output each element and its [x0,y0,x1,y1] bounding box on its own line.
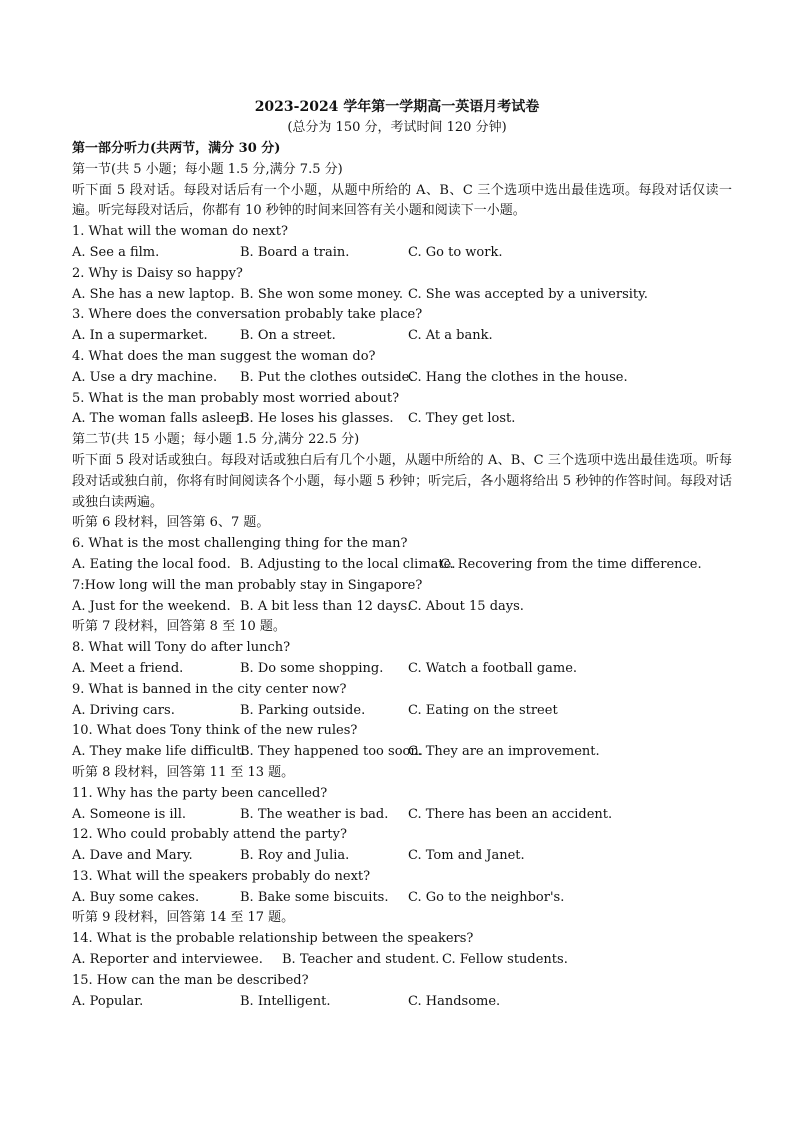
question-options [72,846,732,867]
question-stem: 9. What is banned in the city center now? [72,681,347,697]
option-c: C. There has been an accident. [408,806,613,822]
question-options [72,597,732,618]
option-b: B. Board a train. [240,244,350,260]
option-b: B. Intelligent. [240,993,331,1009]
question-stem: 10. What does Tony think of the new rules? [72,723,358,739]
option-b: B. He loses his glasses. [240,411,394,427]
question-options [72,368,732,389]
option-a: A. Eating the local food. [72,556,231,572]
question-options [72,701,732,722]
question-stem: 8. What will Tony do after lunch? [72,640,291,656]
option-a: A. Meet a friend. [72,660,184,676]
question-stem: 4. What does the man suggest the woman do? [72,348,376,364]
option-c: C. Fellow students. [442,952,568,968]
section1-heading: 第一节(共 5 小题；每小题 1.5 分,满分 7.5 分) [72,161,343,177]
material-8-heading: 听第 8 段材料，回答第 11 至 13 题。 [72,764,295,780]
option-c: C. Go to the neighbor's. [408,889,565,905]
option-b: B. Bake some biscuits. [240,889,389,905]
exam-content [72,139,732,1012]
option-c: C. Tom and Janet. [408,848,525,864]
section2-instructions: 听下面 5 段对话或独白。每段对话或独白后有几个小题，从题中所给的 A、B、C 三个选项中选出最佳选项。听每段对话或独白前，你将有时间阅读各个小题，每小题 5 秒钟；听完后，各小题将给出 5 秒钟的作答时间。每段对话或独白读两遍。 [72,452,732,510]
question-stem: 14. What is the probable relationship between the speakers? [72,931,474,947]
option-c: C. Hang the clothes in the house. [408,369,628,385]
option-b: B. Do some shopping. [240,660,384,676]
option-a: A. She has a new laptop. [72,286,235,302]
exam-subtitle: (总分为 150 分，考试时间 120 分钟) [287,120,507,135]
option-a: A. Someone is ill. [72,806,186,822]
option-b: B. She won some money. [240,286,404,302]
exam-title: 2023-2024 学年第一学期高一英语月考试卷 [254,99,540,115]
option-a: A. Reporter and interviewee. [72,952,263,968]
question-stem: 5. What is the man probably most worried about? [72,390,400,406]
option-b: B. Adjusting to the local climate. [240,556,456,572]
question-options [72,805,732,826]
option-c: C. Go to work. [408,244,503,260]
question-options [72,888,732,909]
option-c: C. Eating on the street [408,702,558,718]
question-stem: 15. How can the man be described? [72,972,309,988]
part1-heading: 第一部分听力(共两节，满分 30 分) [72,141,281,156]
option-a: A. In a supermarket. [72,328,208,344]
question-options [72,992,732,1013]
option-b: B. Put the clothes outside. [240,369,414,385]
option-c: C. They get lost. [408,411,516,427]
option-c: C. Handsome. [408,993,501,1009]
option-b: B. They happened too soon. [240,744,423,760]
option-a: A. Use a dry machine. [72,369,218,385]
section1-instructions: 听下面 5 段对话。每段对话后有一个小题，从题中所给的 A、B、C 三个选项中选出最佳选项。每段对话仅读一遍。听完每段对话后，你都有 10 秒钟的时间来回答有关小题和阅读下一小题。 [72,182,732,219]
question-options [72,742,732,763]
option-b: B. Parking outside. [240,702,366,718]
option-b: B. Roy and Julia. [240,848,350,864]
question-options [72,409,732,430]
question-options [72,950,732,971]
material-6-heading: 听第 6 段材料，回答第 6、7 题。 [72,515,270,531]
material-7-heading: 听第 7 段材料，回答第 8 至 10 题。 [72,619,286,635]
option-c: C. Watch a football game. [408,660,578,676]
option-a: A. Driving cars. [72,702,175,718]
question-stem: 11. Why has the party been cancelled? [72,785,328,801]
question-options [72,326,732,347]
question-stem: 7:How long will the man probably stay in Singapore? [72,577,423,593]
option-a: A. Dave and Mary. [72,848,193,864]
option-c: C. Recovering from the time difference. [440,556,702,572]
option-a: A. Popular. [72,993,144,1009]
question-options [72,659,732,680]
question-stem: 1. What will the woman do next? [72,224,288,240]
question-stem: 12. Who could probably attend the party? [72,827,347,843]
option-b: B. Teacher and student. [282,952,440,968]
question-stem: 3. Where does the conversation probably take place? [72,307,423,323]
option-c: C. She was accepted by a university. [408,286,648,302]
material-9-heading: 听第 9 段材料，回答第 14 至 17 题。 [72,910,295,926]
option-a: A. Just for the weekend. [72,598,231,614]
question-options [72,285,732,306]
question-stem: 6. What is the most challenging thing for the man? [72,536,408,552]
option-b: B. The weather is bad. [240,806,389,822]
option-b: B. On a street. [240,328,336,344]
question-options [72,555,732,576]
question-stem: 2. Why is Daisy so happy? [72,265,243,281]
section2-heading: 第二节(共 15 小题；每小题 1.5 分,满分 22.5 分) [72,432,360,448]
option-c: C. About 15 days. [408,598,524,614]
option-b: B. A bit less than 12 days. [240,598,412,614]
option-a: A. Buy some cakes. [72,889,200,905]
option-a: A. The woman falls asleep. [72,411,249,427]
question-options [72,243,732,264]
option-a: A. They make life difficult. [72,744,246,760]
question-stem: 13. What will the speakers probably do next? [72,868,371,884]
option-c: C. They are an improvement. [408,744,600,760]
option-c: C. At a bank. [408,328,493,344]
option-a: A. See a film. [72,244,160,260]
